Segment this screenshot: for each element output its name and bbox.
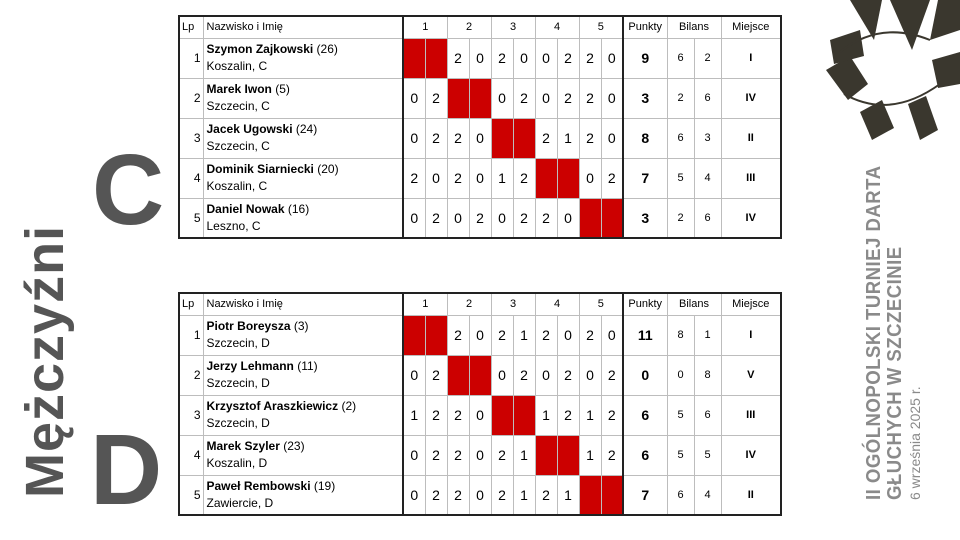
score-cell: 0 <box>491 355 513 395</box>
player-number: (24) <box>295 121 318 136</box>
header-row <box>179 293 781 315</box>
points-cell: 9 <box>623 38 667 78</box>
self-match-cell <box>579 475 601 515</box>
points-cell: 6 <box>623 395 667 435</box>
header-place: Miejsce <box>721 293 781 315</box>
self-match-cell <box>557 435 579 475</box>
self-match-cell <box>447 78 469 118</box>
player-cell <box>203 198 403 238</box>
self-match-cell <box>513 395 535 435</box>
player-city: Koszalin, C <box>206 178 268 193</box>
player-name: Daniel Nowak <box>206 201 285 216</box>
table-row <box>179 38 781 78</box>
points-cell: 3 <box>623 78 667 118</box>
score-cell: 0 <box>403 78 425 118</box>
row-lp: 5 <box>179 475 203 515</box>
player-line <box>207 478 400 495</box>
event-date: 6 września 2025 r. <box>907 386 923 500</box>
score-cell: 0 <box>469 475 491 515</box>
player-cell <box>203 315 403 355</box>
score-cell: 1 <box>579 435 601 475</box>
self-match-cell <box>601 475 623 515</box>
player-city: Szczecin, D <box>206 415 270 430</box>
player-line <box>207 438 400 455</box>
score-cell: 1 <box>491 158 513 198</box>
score-cell: 2 <box>535 198 557 238</box>
player-line <box>207 81 400 98</box>
score-cell: 2 <box>425 78 447 118</box>
score-cell: 0 <box>491 78 513 118</box>
score-cell: 0 <box>557 315 579 355</box>
event-title <box>864 140 924 500</box>
self-match-cell <box>491 118 513 158</box>
points-cell: 3 <box>623 198 667 238</box>
header-round: 5 <box>579 293 623 315</box>
player-cell <box>203 355 403 395</box>
table-row <box>179 355 781 395</box>
score-cell: 2 <box>425 475 447 515</box>
balance-won: 5 <box>667 395 694 435</box>
self-match-cell <box>535 435 557 475</box>
score-cell: 0 <box>469 118 491 158</box>
player-number: (26) <box>316 41 338 56</box>
points-cell: 11 <box>623 315 667 355</box>
self-match-cell <box>403 315 425 355</box>
balance-won: 0 <box>667 355 694 395</box>
table-row <box>179 475 781 515</box>
player-line <box>207 201 400 218</box>
score-cell: 0 <box>601 118 623 158</box>
group-letter-d: D <box>90 414 163 526</box>
row-lp: 2 <box>179 78 203 118</box>
self-match-cell <box>469 78 491 118</box>
score-cell: 0 <box>403 435 425 475</box>
balance-won: 2 <box>667 198 694 238</box>
player-number: (3) <box>293 318 309 333</box>
balance-lost: 4 <box>694 158 721 198</box>
points-cell: 7 <box>623 475 667 515</box>
balance-lost: 6 <box>694 395 721 435</box>
player-number: (2) <box>341 398 357 413</box>
balance-lost: 8 <box>694 355 721 395</box>
balance-won: 2 <box>667 78 694 118</box>
score-cell: 1 <box>513 435 535 475</box>
header-balance: Bilans <box>667 293 721 315</box>
player-city: Szczecin, C <box>206 138 270 153</box>
score-cell: 0 <box>535 355 557 395</box>
score-cell: 2 <box>447 38 469 78</box>
self-match-cell <box>491 395 513 435</box>
score-cell: 0 <box>601 78 623 118</box>
score-cell: 1 <box>557 475 579 515</box>
table-row <box>179 118 781 158</box>
player-cell <box>203 118 403 158</box>
player-number: (20) <box>317 161 339 176</box>
points-cell: 6 <box>623 435 667 475</box>
header-lp: Lp <box>179 16 203 38</box>
player-number: (11) <box>297 358 318 373</box>
player-city: Szczecin, C <box>206 98 270 113</box>
player-number: (19) <box>313 478 336 493</box>
score-cell: 2 <box>447 315 469 355</box>
table-row <box>179 315 781 355</box>
row-lp: 4 <box>179 435 203 475</box>
player-name: Szymon Zajkowski <box>206 41 314 56</box>
row-lp: 3 <box>179 118 203 158</box>
player-line <box>207 398 400 415</box>
self-match-cell <box>557 158 579 198</box>
results-table-group-d <box>178 292 782 516</box>
score-cell: 0 <box>579 158 601 198</box>
self-match-cell <box>425 38 447 78</box>
header-round: 1 <box>403 16 447 38</box>
player-city: Leszno, C <box>206 218 261 233</box>
balance-won: 5 <box>667 435 694 475</box>
score-cell: 0 <box>579 355 601 395</box>
header-name: Nazwisko i Imię <box>203 16 403 38</box>
row-lp: 2 <box>179 355 203 395</box>
score-cell: 0 <box>403 475 425 515</box>
score-cell: 0 <box>469 435 491 475</box>
self-match-cell <box>403 38 425 78</box>
self-match-cell <box>579 198 601 238</box>
player-line <box>207 318 400 335</box>
score-cell: 2 <box>425 395 447 435</box>
header-round: 5 <box>579 16 623 38</box>
player-number: (5) <box>275 81 290 96</box>
score-cell: 1 <box>557 118 579 158</box>
score-cell: 2 <box>491 475 513 515</box>
self-match-cell <box>425 315 447 355</box>
points-cell: 8 <box>623 118 667 158</box>
place-cell: II <box>721 475 781 515</box>
score-cell: 2 <box>535 118 557 158</box>
score-cell: 2 <box>601 435 623 475</box>
score-cell: 0 <box>535 38 557 78</box>
header-place: Miejsce <box>721 16 781 38</box>
player-line <box>207 121 400 138</box>
score-cell: 2 <box>491 435 513 475</box>
score-cell: 0 <box>447 198 469 238</box>
player-city: Szczecin, D <box>206 375 270 390</box>
table-row <box>179 435 781 475</box>
balance-lost: 2 <box>694 38 721 78</box>
player-name: Marek Iwon <box>206 81 272 96</box>
place-cell: II <box>721 118 781 158</box>
score-cell: 2 <box>447 475 469 515</box>
score-cell: 2 <box>425 198 447 238</box>
score-cell: 2 <box>425 118 447 158</box>
player-city: Szczecin, D <box>206 335 270 350</box>
place-cell: III <box>721 395 781 435</box>
score-cell: 2 <box>491 315 513 355</box>
player-cell <box>203 158 403 198</box>
place-cell: I <box>721 315 781 355</box>
player-cell <box>203 395 403 435</box>
group-letter-c: C <box>92 134 165 246</box>
table-row <box>179 158 781 198</box>
score-cell: 2 <box>469 198 491 238</box>
table-row <box>179 78 781 118</box>
header-lp: Lp <box>179 293 203 315</box>
score-cell: 2 <box>447 395 469 435</box>
self-match-cell <box>469 355 491 395</box>
score-cell: 0 <box>425 158 447 198</box>
player-name: Jerzy Lehmann <box>206 358 294 373</box>
player-name: Dominik Siarniecki <box>206 161 314 176</box>
header-round: 4 <box>535 293 579 315</box>
row-lp: 3 <box>179 395 203 435</box>
results-table-group-c <box>178 15 782 239</box>
score-cell: 2 <box>579 315 601 355</box>
player-name: Krzysztof Araszkiewicz <box>206 398 339 413</box>
score-cell: 2 <box>491 38 513 78</box>
score-cell: 0 <box>557 198 579 238</box>
table-header <box>179 16 781 38</box>
table-row <box>179 395 781 435</box>
place-cell: IV <box>721 198 781 238</box>
table-row <box>179 198 781 238</box>
header-balance: Bilans <box>667 16 721 38</box>
self-match-cell <box>601 198 623 238</box>
category-label: Mężczyźni <box>15 224 75 498</box>
balance-lost: 1 <box>694 315 721 355</box>
score-cell: 2 <box>557 355 579 395</box>
score-cell: 2 <box>535 315 557 355</box>
score-cell: 2 <box>513 198 535 238</box>
score-cell: 0 <box>469 158 491 198</box>
score-cell: 2 <box>601 395 623 435</box>
place-cell: IV <box>721 435 781 475</box>
score-cell: 0 <box>469 395 491 435</box>
balance-won: 6 <box>667 38 694 78</box>
balance-lost: 5 <box>694 435 721 475</box>
event-title-line1: II OGÓLNOPOLSKI TURNIEJ DARTA <box>863 165 885 500</box>
score-cell: 2 <box>601 158 623 198</box>
score-cell: 2 <box>579 38 601 78</box>
balance-lost: 4 <box>694 475 721 515</box>
player-city: Koszalin, C <box>206 58 268 73</box>
balance-won: 6 <box>667 118 694 158</box>
score-cell: 1 <box>535 395 557 435</box>
score-cell: 0 <box>601 38 623 78</box>
player-number: (16) <box>287 201 310 216</box>
row-lp: 1 <box>179 315 203 355</box>
balance-won: 5 <box>667 158 694 198</box>
balance-won: 6 <box>667 475 694 515</box>
place-cell: IV <box>721 78 781 118</box>
score-cell: 0 <box>403 198 425 238</box>
score-cell: 2 <box>403 158 425 198</box>
event-title-line2: GŁUCHYCH W SZCZECINIE <box>884 246 906 500</box>
table-body <box>179 38 781 238</box>
player-number: (23) <box>283 438 305 453</box>
player-cell <box>203 78 403 118</box>
player-line <box>207 161 400 178</box>
player-line <box>207 41 400 58</box>
score-cell: 0 <box>469 315 491 355</box>
table-body <box>179 315 781 515</box>
score-cell: 2 <box>579 118 601 158</box>
score-cell: 2 <box>557 38 579 78</box>
score-cell: 1 <box>513 315 535 355</box>
header-points: Punkty <box>623 16 667 38</box>
score-cell: 2 <box>447 435 469 475</box>
score-cell: 2 <box>601 355 623 395</box>
score-cell: 0 <box>469 38 491 78</box>
score-cell: 1 <box>403 395 425 435</box>
score-cell: 2 <box>513 78 535 118</box>
points-cell: 7 <box>623 158 667 198</box>
self-match-cell <box>535 158 557 198</box>
score-cell: 0 <box>403 355 425 395</box>
player-name: Marek Szyler <box>206 438 280 453</box>
balance-won: 8 <box>667 315 694 355</box>
player-cell <box>203 475 403 515</box>
score-cell: 2 <box>557 78 579 118</box>
points-cell: 0 <box>623 355 667 395</box>
header-row <box>179 16 781 38</box>
score-cell: 0 <box>535 78 557 118</box>
score-cell: 1 <box>513 475 535 515</box>
score-cell: 2 <box>425 435 447 475</box>
header-round: 4 <box>535 16 579 38</box>
self-match-cell <box>447 355 469 395</box>
dartboard-logo-icon <box>820 0 960 140</box>
header-round: 3 <box>491 16 535 38</box>
row-lp: 5 <box>179 198 203 238</box>
place-cell: I <box>721 38 781 78</box>
row-lp: 4 <box>179 158 203 198</box>
score-cell: 2 <box>513 355 535 395</box>
score-cell: 0 <box>601 315 623 355</box>
score-cell: 2 <box>425 355 447 395</box>
header-round: 3 <box>491 293 535 315</box>
balance-lost: 6 <box>694 78 721 118</box>
header-round: 1 <box>403 293 447 315</box>
score-cell: 1 <box>579 395 601 435</box>
place-cell: V <box>721 355 781 395</box>
score-cell: 0 <box>403 118 425 158</box>
player-cell <box>203 38 403 78</box>
score-cell: 2 <box>447 118 469 158</box>
player-cell <box>203 435 403 475</box>
balance-lost: 6 <box>694 198 721 238</box>
header-round: 2 <box>447 16 491 38</box>
score-cell: 0 <box>491 198 513 238</box>
header-round: 2 <box>447 293 491 315</box>
header-name: Nazwisko i Imię <box>203 293 403 315</box>
table-header <box>179 293 781 315</box>
player-name: Paweł Rembowski <box>206 478 311 493</box>
balance-lost: 3 <box>694 118 721 158</box>
place-cell: III <box>721 158 781 198</box>
header-points: Punkty <box>623 293 667 315</box>
score-cell: 2 <box>535 475 557 515</box>
score-cell: 0 <box>513 38 535 78</box>
player-name: Piotr Boreysza <box>206 318 291 333</box>
self-match-cell <box>513 118 535 158</box>
score-cell: 2 <box>447 158 469 198</box>
score-cell: 2 <box>513 158 535 198</box>
score-cell: 2 <box>579 78 601 118</box>
player-city: Koszalin, D <box>206 455 268 470</box>
row-lp: 1 <box>179 38 203 78</box>
score-cell: 2 <box>557 395 579 435</box>
player-city: Zawiercie, D <box>206 495 274 510</box>
player-name: Jacek Ugowski <box>206 121 293 136</box>
player-line <box>207 358 400 375</box>
